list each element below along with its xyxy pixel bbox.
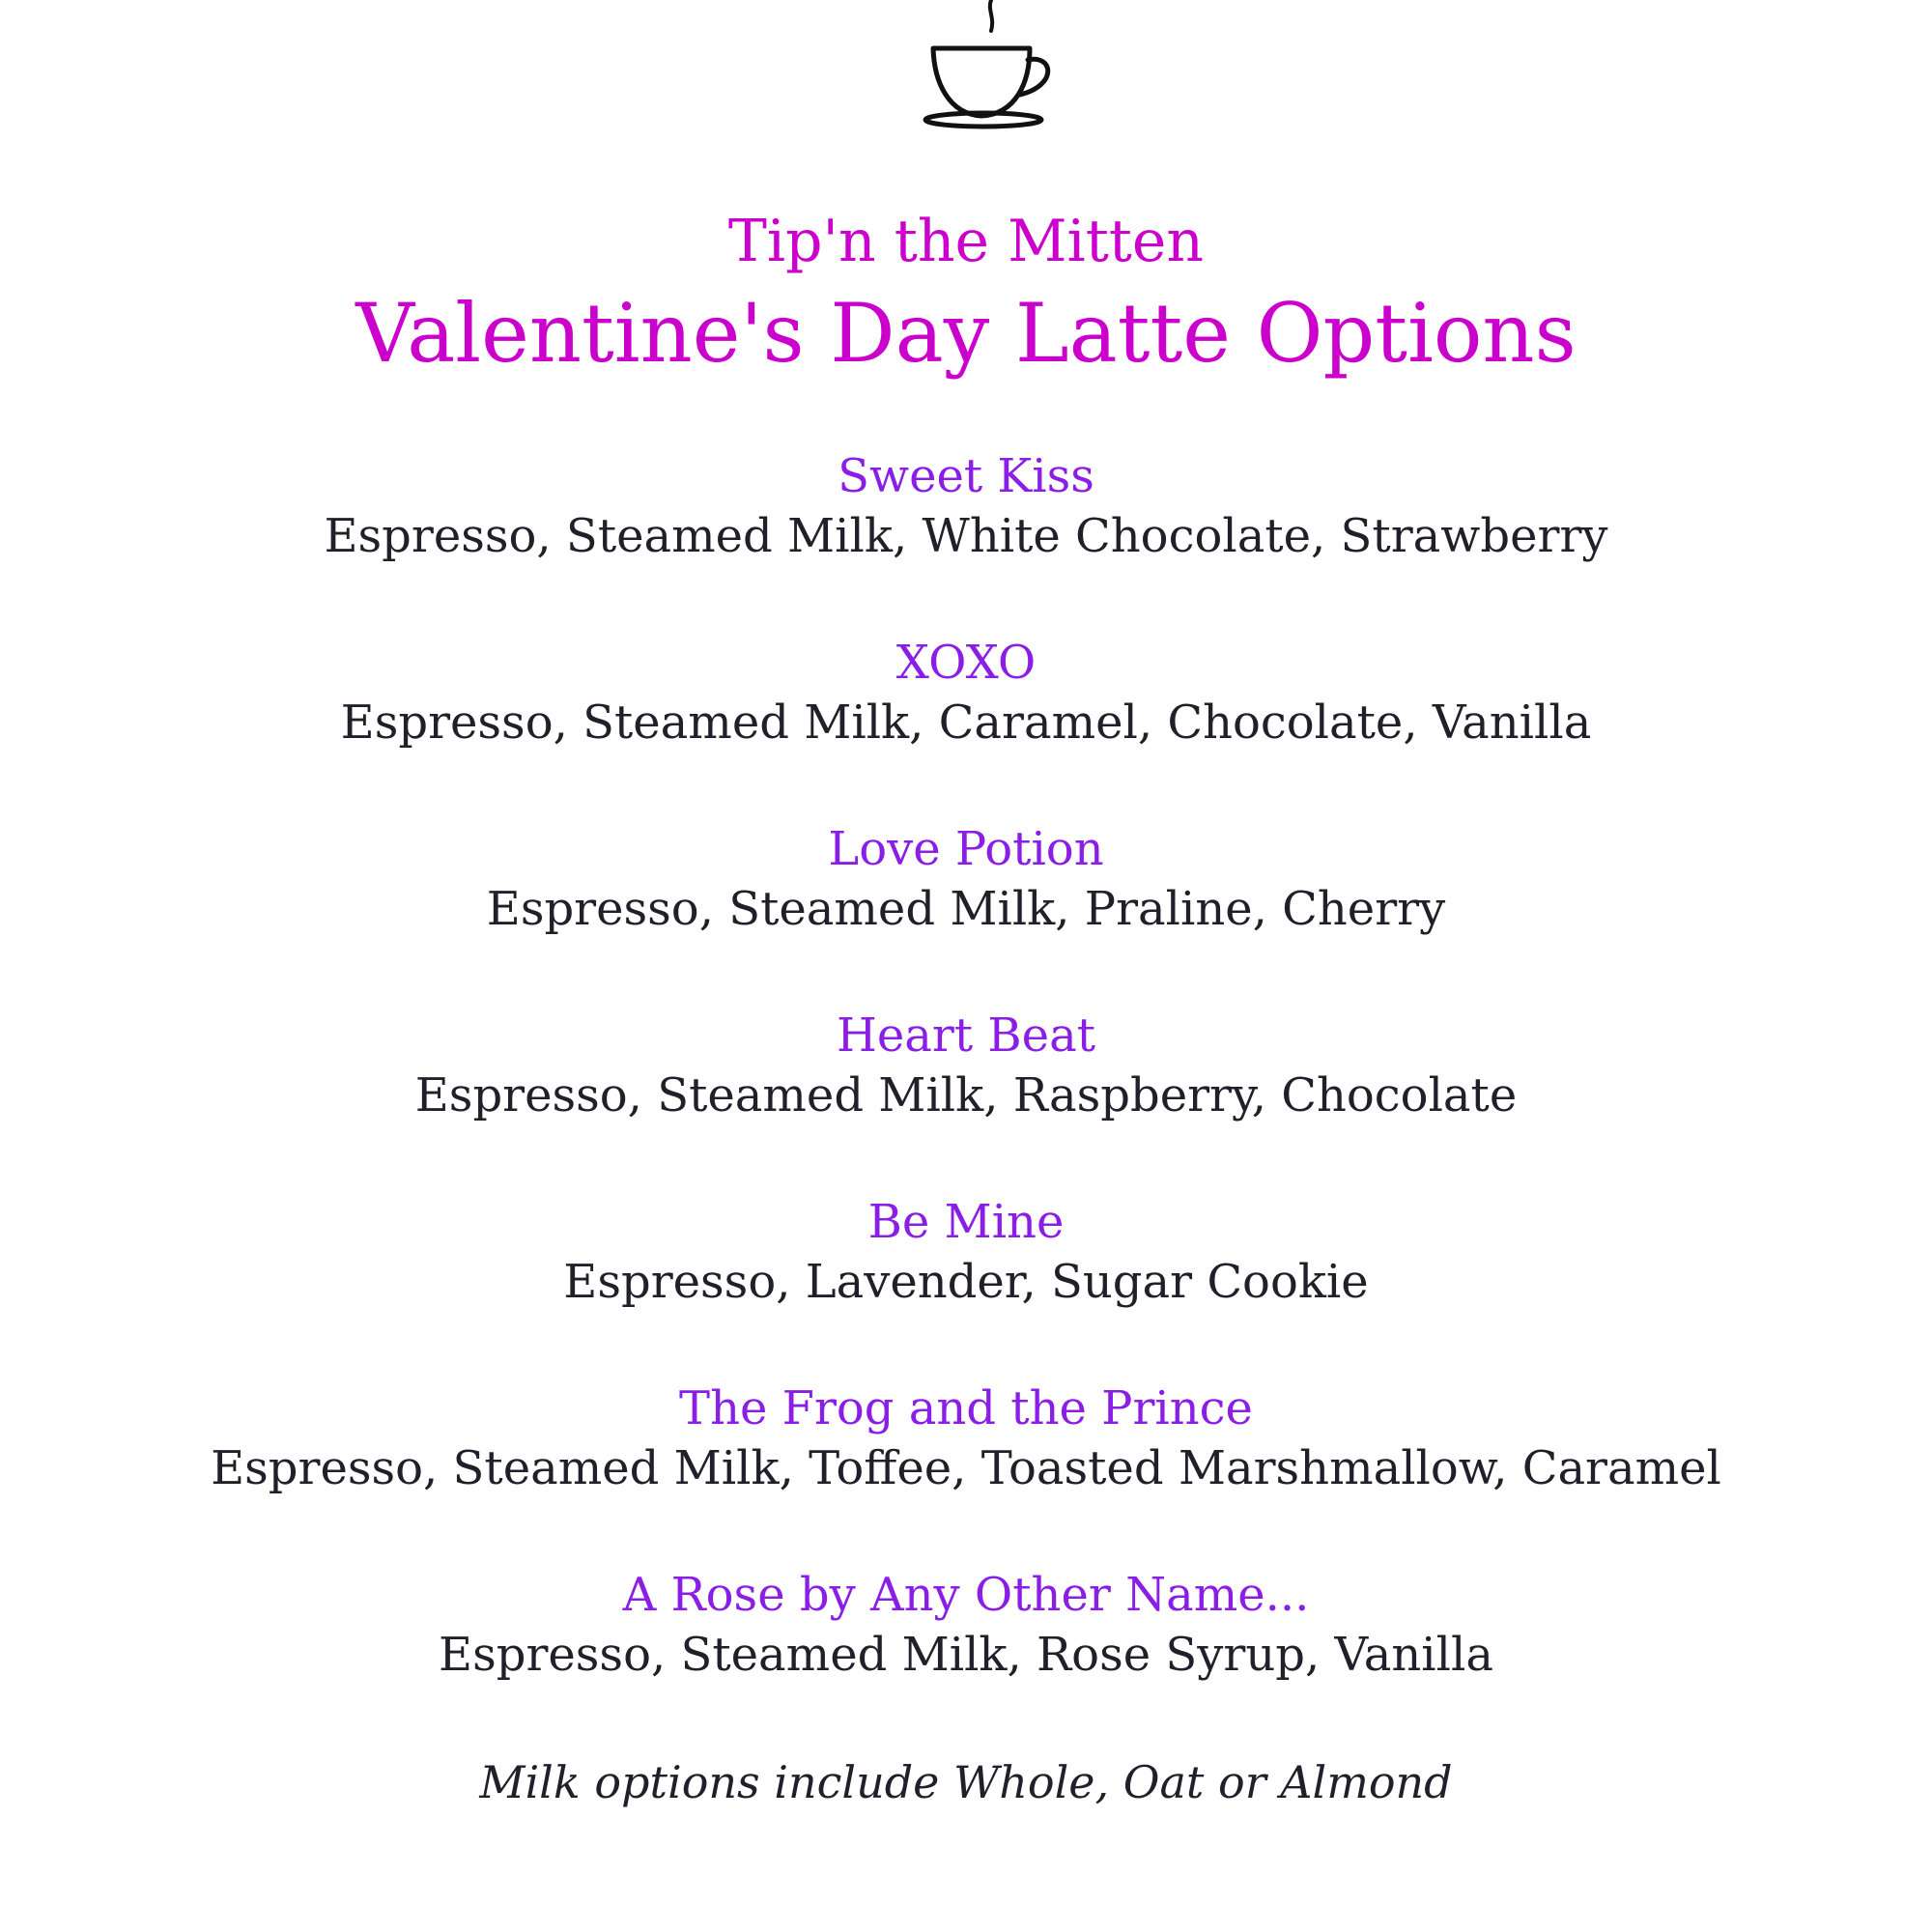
list-item xyxy=(0,819,1932,1006)
latte-ingredients: Espresso, Steamed Milk, White Chocolate, Strawberry xyxy=(324,509,1608,563)
latte-ingredients: Espresso, Steamed Milk, Toffee, Toasted Marshmallow, Caramel xyxy=(211,1441,1721,1495)
latte-menu-list xyxy=(0,446,1932,1751)
latte-name: A Rose by Any Other Name... xyxy=(622,1568,1310,1622)
latte-ingredients: Espresso, Steamed Milk, Rose Syrup, Vanilla xyxy=(439,1628,1493,1682)
latte-ingredients: Espresso, Lavender, Sugar Cookie xyxy=(563,1255,1369,1309)
page-title: Valentine's Day Latte Options xyxy=(355,286,1577,381)
list-item xyxy=(0,1565,1932,1751)
list-item xyxy=(0,1006,1932,1192)
list-item xyxy=(0,1192,1932,1378)
latte-name: XOXO xyxy=(895,636,1037,690)
milk-options-note: Milk options include Whole, Oat or Almond xyxy=(479,1756,1453,1808)
list-item xyxy=(0,633,1932,819)
latte-ingredients: Espresso, Steamed Milk, Caramel, Chocolate, Vanilla xyxy=(340,696,1592,750)
latte-name: Sweet Kiss xyxy=(838,449,1094,503)
list-item xyxy=(0,446,1932,633)
latte-name: The Frog and the Prince xyxy=(679,1381,1253,1435)
latte-ingredients: Espresso, Steamed Milk, Raspberry, Chocolate xyxy=(414,1068,1518,1122)
latte-name: Love Potion xyxy=(828,822,1104,876)
list-item xyxy=(0,1378,1932,1565)
coffee-cup-icon xyxy=(908,0,1063,130)
latte-name: Heart Beat xyxy=(837,1009,1095,1063)
shop-name: Tip'n the Mitten xyxy=(727,208,1205,275)
latte-name: Be Mine xyxy=(867,1195,1065,1249)
latte-ingredients: Espresso, Steamed Milk, Praline, Cherry xyxy=(486,882,1446,936)
